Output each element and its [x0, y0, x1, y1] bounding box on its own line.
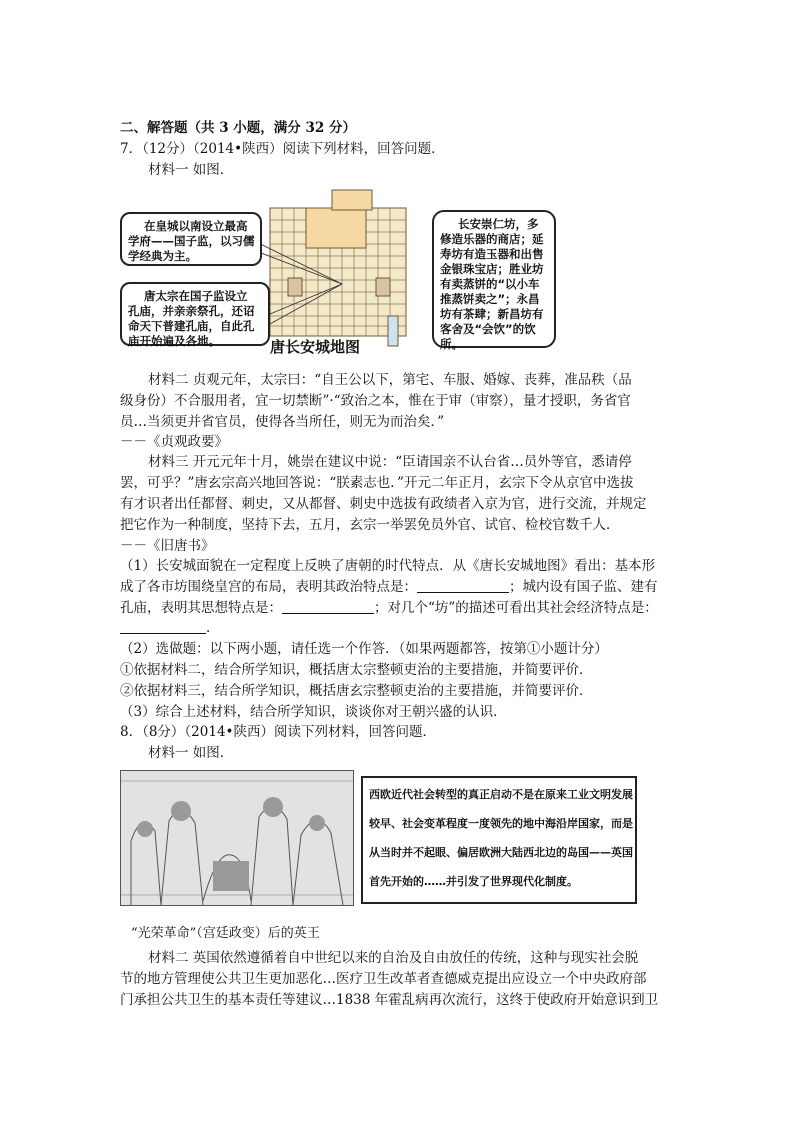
answer-blank-political[interactable]	[417, 578, 509, 593]
section-heading: 二、解答题（共 3 小题，满分 32 分）	[120, 120, 356, 136]
quote-line: 西欧近代社会转型的真正启动不是在原来工业文明发展	[369, 788, 633, 801]
q7-m3-line: 把它作为一种制度，坚持下去，五月，玄宗一举罢免员外官、试官、检校官数千人．	[120, 517, 620, 533]
q7-m3-source: －－《旧唐书》	[120, 538, 215, 554]
q8-m2-line: 门承担公共卫生的基本责任等建议…1838 年霍乱病再次流行，这终于使政府开始意识到卫	[120, 992, 659, 1008]
q7-m2-line: 材料二 贞观元年，太宗曰：“自王公以下，第宅、车服、婚嫁、丧葬，准品秩（品	[148, 372, 632, 388]
q7-m3-line: 有才识者出任都督、刺史，又从都督、刺史中选拔有政绩者入京为官，进行交流，并规定	[120, 496, 647, 512]
q8-quote-box	[361, 776, 637, 904]
q8-m2-line: 材料二 英国依然遵循着自中世纪以来的自治及自由放任的传统，这种与现实社会脱	[148, 950, 639, 966]
q7-m3-line: 材料三 开元元年十月，姚崇在建议中说：“臣请国亲不认台省…员外等官，悉请停	[148, 454, 632, 470]
q7-m2-source: －－《贞观政要》	[120, 434, 228, 450]
map-callout-guozijian	[120, 212, 262, 266]
q7-part2-option1: ①依据材料二，结合所学知识，概括唐太宗整顿吏治的主要措施，并简要评价．	[120, 662, 593, 678]
quote-line: 从当时并不起眼、偏居欧洲大陆西北边的岛国——英国	[369, 846, 633, 859]
q7-part2-option2: ②依据材料三，结合所学知识，概括唐玄宗整顿吏治的主要措施，并简要评价．	[120, 683, 593, 699]
callout-line: 命天下普建孔庙，自此孔	[128, 319, 255, 333]
callout-line: 唐太宗在国子监设立	[144, 289, 248, 303]
part1-text: ；城内设有国子监、建有	[509, 579, 658, 595]
part1-text: 孔庙，表明其思想特点是：	[120, 600, 282, 616]
q7-part1-line2	[120, 577, 658, 597]
quote-line: 较早、社会变革程度一度领先的地中海沿岸国家，而是	[369, 817, 633, 830]
callout-line: 修造乐器的商店；延	[440, 232, 544, 246]
q7-part1-line3	[120, 598, 658, 618]
part1-text: ．	[206, 620, 220, 636]
q7-material1-label: 材料一 如图．	[148, 162, 234, 178]
q8-header: 8．（8分）（2014•陕西）阅读下列材料，回答问题．	[120, 724, 436, 740]
callout-line: 所。	[440, 337, 463, 351]
callout-line: 坊有茶肆；新昌坊有	[440, 307, 544, 321]
part1-text: 成了各市坊围绕皇宫的布局，表明其政治特点是：	[120, 579, 417, 595]
callout-line: 客舍及“会饮”的饮	[440, 322, 536, 336]
callout-line: 庙开始遍及各地。	[128, 334, 220, 348]
map-title: 唐长安城地图	[270, 338, 361, 356]
q7-m2-line: 员…当须更并省官员，使得各当所任，则无为而治矣．”	[120, 414, 445, 430]
q8-material1-label: 材料一 如图．	[148, 745, 234, 761]
q8-m2-line: 节的地方管理使公共卫生更加恶化…医疗卫生改革者查德威克提出应设立一个中央政府部	[120, 971, 647, 987]
callout-line: 推蒸饼卖之”；永昌	[440, 292, 540, 306]
part1-text: ；对几个“坊”的描述可看出其社会经济特点是：	[374, 600, 658, 616]
callout-line: 在皇城以南设立最高	[144, 219, 248, 233]
quote-line: 首先开始的……并引发了世界现代化制度。	[369, 875, 578, 888]
q7-part1-line4	[120, 618, 220, 638]
callout-line: 寿坊有造玉器和出售	[440, 247, 544, 261]
q7-part3: （3）综合上述材料，结合所学知识，谈谈你对王朝兴盛的认识．	[120, 704, 507, 720]
q7-m3-line: 罢，可乎？”唐玄宗高兴地回答说：“朕素志也．”开元二年正月，玄宗下令从京官中选拔	[120, 475, 634, 491]
map-callout-wards	[432, 210, 556, 351]
callout-line: 孔庙，并亲亲祭孔，还诏	[128, 304, 255, 318]
q7-header: 7．（12分）（2014•陕西）阅读下列材料，回答问题．	[120, 141, 445, 157]
engraving-caption: “光荣革命”（宫廷政变）后的英王	[131, 926, 320, 941]
answer-blank-economy[interactable]	[120, 619, 206, 634]
callout-line: 长安崇仁坊，多	[458, 217, 539, 231]
q7-part2-line1: （2）选做题：以下两小题，请任选一个作答．（如果两题都答，按第①小题计分）	[120, 641, 608, 657]
callout-line: 学府——国子监，以习儒	[128, 234, 255, 248]
map-callout-confucius-temple	[120, 282, 270, 346]
english-monarchs-engraving	[120, 770, 354, 906]
callout-line: 有卖蒸饼的“以小车	[440, 277, 540, 291]
callout-line: 金银珠宝店；胜业坊	[440, 262, 544, 276]
q7-part1-line1: （1）长安城面貌在一定程度上反映了唐朝的时代特点．从《唐长安城地图》看出：基本形	[120, 558, 656, 574]
callout-line: 学经典为主。	[128, 249, 197, 263]
q7-m2-line: 级身份）不合服用者，宜一切禁断”·“致治之本，惟在于审（审察），量才授职，务省官	[120, 393, 631, 409]
engraving-illustration	[121, 771, 353, 905]
changan-map-figure	[120, 186, 556, 358]
answer-blank-ideology[interactable]	[282, 599, 374, 614]
